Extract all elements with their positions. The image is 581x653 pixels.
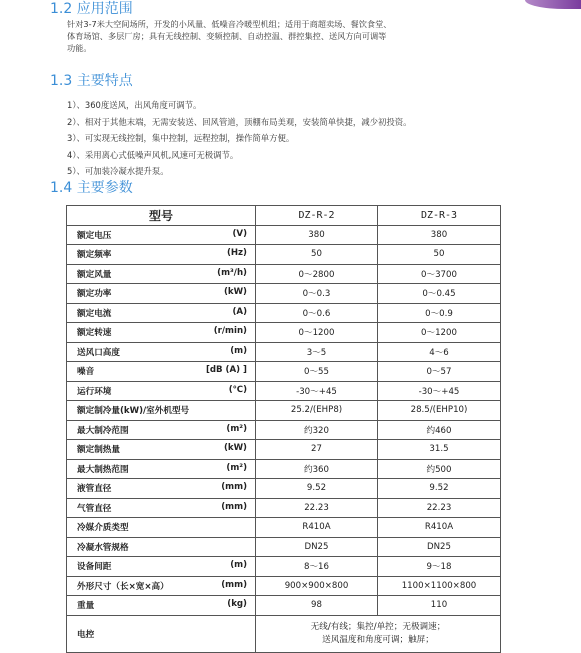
value-dz-r-2: 3～5 [256,342,378,362]
value-dz-r-2: 8～16 [256,557,378,577]
param-name: 重量 [77,601,95,612]
param-unit: (m) [230,345,247,356]
param-name: 最大制冷范围 [77,425,129,436]
param-name-cell [67,381,256,401]
value-dz-r-3: 4～6 [378,342,501,362]
value-dz-r-3: 9～18 [378,557,501,577]
param-unit: (m²) [226,462,247,473]
param-unit: (kW) [223,443,247,454]
table-row [67,401,501,421]
param-name-cell [67,420,256,440]
table-row [67,342,501,362]
param-unit: (mm) [221,579,247,590]
param-name-cell [67,303,256,323]
param-name-cell [67,459,256,479]
table-row [67,303,501,323]
value-dz-r-3: R410A [378,518,501,538]
value-dz-r-2: 98 [256,596,378,616]
value-dz-r-3: 1100×1100×800 [378,576,501,596]
param-name-cell [67,537,256,557]
feature-item: 2）、相对于其他末端，无需安装送、回风管道，顶棚布局美观，安装简单快捷，减少初投资。 [67,116,412,127]
table-row [67,498,501,518]
control-value-cell [256,615,501,652]
param-unit: (m³/h) [217,267,247,278]
param-name-cell [67,596,256,616]
header-model: 型号 [67,206,256,226]
param-name-cell [67,440,256,460]
table-row [67,381,501,401]
value-dz-r-3: 380 [378,225,501,245]
corner-decoration [525,0,581,9]
param-unit: [dB (A) ] [205,365,247,376]
value-dz-r-3: 0～1200 [378,323,501,343]
value-dz-r-2: -30～+45 [256,381,378,401]
value-dz-r-2: 0～1200 [256,323,378,343]
param-unit: (A) [232,306,247,317]
table-row [67,362,501,382]
value-dz-r-2: 25.2/(EHP8) [256,401,378,421]
features-list [67,97,412,180]
value-dz-r-3: 0～3700 [378,264,501,284]
value-dz-r-2: DN25 [256,537,378,557]
param-name-cell [67,362,256,382]
table-row [67,245,501,265]
value-dz-r-3: 约500 [378,459,501,479]
table-row [67,420,501,440]
param-name: 冷媒介质类型 [77,523,129,534]
param-unit: (m) [230,560,247,571]
table-row [67,323,501,343]
value-dz-r-3: 110 [378,596,501,616]
application-scope-line: 功能。 [67,43,92,53]
table-row [67,440,501,460]
param-name: 送风口高度 [77,347,120,358]
param-unit: (mm) [221,501,247,512]
value-dz-r-3: 22.23 [378,498,501,518]
table-row [67,264,501,284]
param-name: 额定制热量 [77,445,120,456]
param-name-cell [67,245,256,265]
param-name-cell [67,225,256,245]
value-dz-r-3: -30～+45 [378,381,501,401]
param-name: 噪音 [77,367,95,378]
param-name-cell [67,284,256,304]
param-name-cell [67,264,256,284]
param-name: 额定电压 [77,230,112,241]
table-header-row [67,206,501,226]
control-line: 送风温度和角度可调；触屏； [322,634,434,645]
value-dz-r-2: 50 [256,245,378,265]
heading-main-parameters: 1.4 主要参数 [50,180,133,196]
feature-item: 4）、采用离心式低噪声风机,风速可无极调节。 [67,149,239,160]
param-name: 外形尺寸（长×宽×高） [77,581,169,592]
param-name-cell [67,479,256,499]
value-dz-r-2: 27 [256,440,378,460]
control-line: 无线/有线；集控/单控；无极调速； [310,621,446,632]
table-row [67,459,501,479]
value-dz-r-3: 9.52 [378,479,501,499]
param-name: 运行环境 [77,386,112,397]
application-scope-line: 针对3-7米大空间场所，开发的小风量、低噪音冷暖型机组；适用于商超卖场、餐饮食堂、 [67,19,392,29]
param-name-cell [67,498,256,518]
param-name: 额定转速 [77,328,112,339]
table-row [67,596,501,616]
param-name-cell [67,576,256,596]
value-dz-r-2: 380 [256,225,378,245]
value-dz-r-3: 0～0.9 [378,303,501,323]
param-unit: (℃) [228,384,247,395]
table-row-control [67,615,501,652]
feature-item: 3）、可实现无线控制，集中控制，远程控制，操作简单方便。 [67,133,295,143]
param-name-cell [67,615,256,652]
param-unit: (mm) [221,482,247,493]
application-scope-line: 体育场馆、多层厂房；具有无线控制、变频控制、自动控温、群控集控、送风方向可调等 [67,31,387,41]
param-unit: (V) [232,228,247,239]
param-name: 电控 [77,629,95,640]
feature-item: 1）、360度送风，出风角度可调节。 [67,100,202,110]
value-dz-r-2: 0～55 [256,362,378,382]
param-unit: (Hz) [226,248,247,259]
param-name: 液管直径 [77,484,112,495]
param-name: 设备间距 [77,562,112,573]
value-dz-r-3: 50 [378,245,501,265]
param-name: 最大制热范围 [77,464,129,475]
heading-main-features: 1.3 主要特点 [50,73,133,89]
param-name: 额定电流 [77,308,112,319]
value-dz-r-2: 约360 [256,459,378,479]
param-name: 气管直径 [77,503,112,514]
value-dz-r-3: DN25 [378,537,501,557]
value-dz-r-3: 约460 [378,420,501,440]
parameters-table [66,205,501,653]
value-dz-r-3: 31.5 [378,440,501,460]
value-dz-r-2: 约320 [256,420,378,440]
param-name: 额定功率 [77,289,112,300]
param-unit: (r/min) [213,326,247,337]
value-dz-r-3: 28.5/(EHP10) [378,401,501,421]
param-name-cell [67,401,256,421]
value-dz-r-2: 0～0.6 [256,303,378,323]
table-row [67,557,501,577]
param-unit: (kW) [223,287,247,298]
header-dz-r-2: DZ-R-2 [256,206,378,226]
header-dz-r-3: DZ-R-3 [378,206,501,226]
param-name: 冷凝水管规格 [77,542,129,553]
value-dz-r-2: 9.52 [256,479,378,499]
heading-application-scope: 1.2 应用范围 [50,1,133,17]
param-name: 额定风量 [77,269,112,280]
param-name-cell [67,323,256,343]
param-unit: (m²) [226,423,247,434]
param-unit: (kg) [227,599,247,610]
value-dz-r-3: 0～0.45 [378,284,501,304]
table-row [67,576,501,596]
table-row [67,284,501,304]
value-dz-r-2: 22.23 [256,498,378,518]
value-dz-r-2: 0～0.3 [256,284,378,304]
param-name: 额定频率 [77,250,112,261]
table-row [67,537,501,557]
table-row [67,479,501,499]
param-name-cell [67,342,256,362]
feature-item: 5）、可加装冷凝水提升泵。 [67,166,169,176]
value-dz-r-2: 0～2800 [256,264,378,284]
param-name: 额定制冷量(kW)/室外机型号 [77,406,190,417]
value-dz-r-3: 0～57 [378,362,501,382]
table-row [67,518,501,538]
param-name-cell [67,518,256,538]
param-name-cell [67,557,256,577]
value-dz-r-2: 900×900×800 [256,576,378,596]
value-dz-r-2: R410A [256,518,378,538]
table-row [67,225,501,245]
application-scope-text [67,18,447,54]
